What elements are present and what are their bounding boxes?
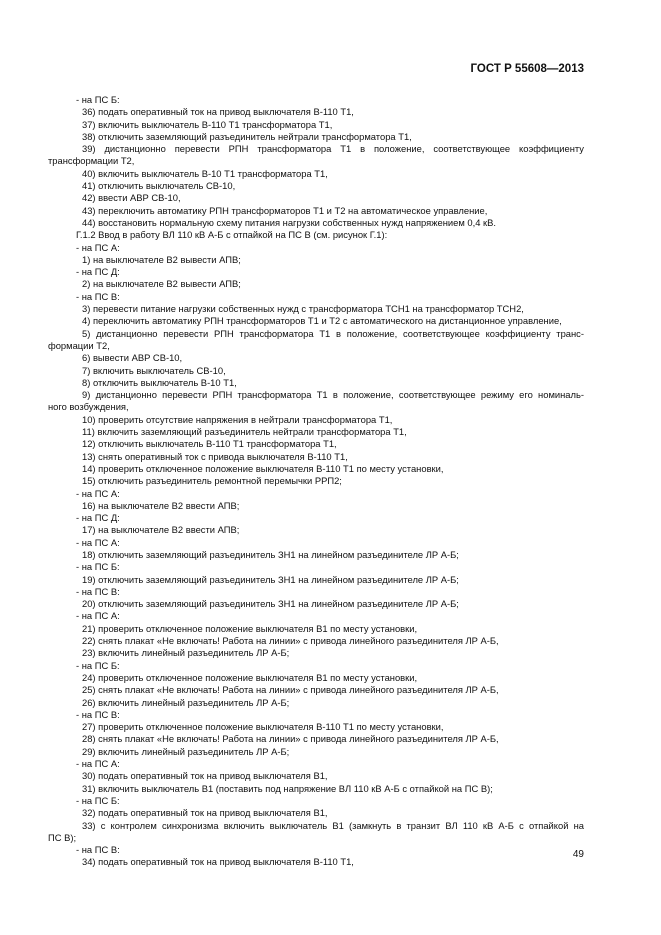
text-line: - на ПС Б: xyxy=(76,794,120,806)
text-line: 27) проверить отключенное положение выключателя В-110 Т1 по месту установки, xyxy=(82,721,444,733)
text-line: - на ПС Д: xyxy=(76,512,120,524)
text-line: - на ПС В: xyxy=(76,708,120,720)
text-line: 1) на выключателе В2 вывести АПВ; xyxy=(82,253,241,265)
text-line: 2) на выключателе В2 вывести АПВ; xyxy=(82,278,241,290)
text-line: трансформации Т2, xyxy=(48,155,135,167)
text-line: ПС В); xyxy=(48,831,77,843)
text-line: 4) переключить автоматику РПН трансформаторов Т1 и Т2 с автоматического на дистанционное управление, xyxy=(82,315,562,327)
text-line: 25) снять плакат «Не включать! Работа на линии» с привода линейного разъединителя ЛР А-Б, xyxy=(82,684,499,696)
text-line: 14) проверить отключенное положение выключателя В-110 Т1 по месту установки, xyxy=(82,462,444,474)
text-line: 37) включить выключатель В-110 Т1 трансформатора Т1, xyxy=(82,118,333,130)
text-line: 32) подать оперативный ток на привод выключателя В1, xyxy=(82,807,328,819)
text-line: - на ПС В: xyxy=(76,585,120,597)
text-line: 40) включить выключатель В-10 Т1 трансформатора Т1, xyxy=(82,167,328,179)
text-line: 18) отключить заземляющий разъединитель ЗН1 на линейном разъединителе ЛР А-Б; xyxy=(82,548,459,560)
text-line: 12) отключить выключатель В-110 Т1 трансформатора Т1, xyxy=(82,438,337,450)
text-line: 42) ввести АВР СВ-10, xyxy=(82,192,181,204)
text-line: 19) отключить заземляющий разъединитель ЗН1 на линейном разъединителе ЛР А-Б; xyxy=(82,573,459,585)
text-line: 21) проверить отключенное положение выключателя В1 по месту установки, xyxy=(82,622,418,634)
text-line: 20) отключить заземляющий разъединитель ЗН1 на линейном разъединителе ЛР А-Б; xyxy=(82,598,459,610)
text-line: - на ПС Д: xyxy=(76,266,120,278)
text-line: 28) снять плакат «Не включать! Работа на линии» с привода линейного разъединителя ЛР А-Б, xyxy=(82,733,499,745)
text-line: 15) отключить разъединитель ремонтной перемычки РРП2; xyxy=(82,475,342,487)
text-line: - на ПС В: xyxy=(76,290,120,302)
text-line: 29) включить линейный разъединитель ЛР А-Б; xyxy=(82,745,290,757)
text-line: - на ПС А: xyxy=(76,487,120,499)
text-line: 23) включить линейный разъединитель ЛР А-Б; xyxy=(82,647,290,659)
text-line: 41) отключить выключатель СВ-10, xyxy=(82,180,236,192)
text-line: 16) на выключателе В2 ввести АПВ; xyxy=(82,499,240,511)
text-line: 3) перевести питание нагрузки собственных нужд с трансформатора ТСН1 на трансформатор ТСН2, xyxy=(82,303,524,315)
text-line: 17) на выключателе В2 ввести АПВ; xyxy=(82,524,240,536)
text-line: Г.1.2 Ввод в работу ВЛ 110 кВ А-Б с отпайкой на ПС В (см. рисунок Г.1): xyxy=(76,229,388,241)
page-header: ГОСТ Р 55608—2013 xyxy=(470,63,584,75)
text-line: 33) с контролем синхронизма включить выключатель В1 (замкнуть в транзит ВЛ 110 кВ А-Б с отпайкой на xyxy=(82,819,584,831)
text-line: 13) снять оперативный ток с привода выключателя В-110 Т1, xyxy=(82,450,348,462)
text-line: 34) подать оперативный ток на привод выключателя В-110 Т1, xyxy=(82,856,354,868)
text-line: 31) включить выключатель В1 (поставить под напряжение ВЛ 110 кВ А-Б с отпайкой на ПС В); xyxy=(82,782,493,794)
text-line: 9) дистанционно перевести РПН трансформатора Т1 в положение, соответствующее режиму его номиналь- xyxy=(82,389,584,401)
text-line: 8) отключить выключатель В-10 Т1, xyxy=(82,376,237,388)
text-line: формации Т2, xyxy=(48,339,110,351)
text-line: - на ПС Б: xyxy=(76,659,120,671)
text-line: - на ПС А: xyxy=(76,241,120,253)
text-line: 7) включить выключатель СВ-10, xyxy=(82,364,226,376)
text-line: - на ПС Б: xyxy=(76,94,120,105)
text-line: - на ПС В: xyxy=(76,844,120,856)
text-line: 22) снять плакат «Не включать! Работа на линии» с привода линейного разъединителя ЛР А-Б, xyxy=(82,635,499,647)
text-line: 24) проверить отключенное положение выключателя В1 по месту установки, xyxy=(82,671,418,683)
text-line: 30) подать оперативный ток на привод выключателя В1, xyxy=(82,770,328,782)
text-line: - на ПС А: xyxy=(76,610,120,622)
text-line: ного возбуждения, xyxy=(48,401,129,413)
text-line: 38) отключить заземляющий разъединитель нейтрали трансформатора Т1, xyxy=(82,130,412,142)
text-line: 6) вывести АВР СВ-10, xyxy=(82,352,183,364)
document-body xyxy=(48,94,584,869)
text-line: 5) дистанционно перевести РПН трансформатора Т1 в положение, соответствующее коэффициенту транс- xyxy=(82,327,584,339)
text-line: - на ПС Б: xyxy=(76,561,120,573)
text-line: 36) подать оперативный ток на привод выключателя В-110 Т1, xyxy=(82,106,354,118)
text-line: 43) переключить автоматику РПН трансформаторов Т1 и Т2 на автоматическое управление, xyxy=(82,204,488,216)
text-line: 10) проверить отсутствие напряжения в нейтрали трансформатора Т1, xyxy=(82,413,393,425)
text-line: 11) включить заземляющий разъединитель нейтрали трансформатора Т1, xyxy=(82,426,407,438)
page-number: 49 xyxy=(572,849,584,860)
text-line: - на ПС А: xyxy=(76,536,120,548)
text-line: - на ПС А: xyxy=(76,758,120,770)
text-line: 44) восстановить нормальную схему питания нагрузки собственных нужд напряжением 0,4 кВ. xyxy=(82,216,496,228)
text-line: 26) включить линейный разъединитель ЛР А-Б; xyxy=(82,696,290,708)
text-line: 39) дистанционно перевести РПН трансформатора Т1 в положение, соответствующее коэффициенту xyxy=(82,143,584,155)
